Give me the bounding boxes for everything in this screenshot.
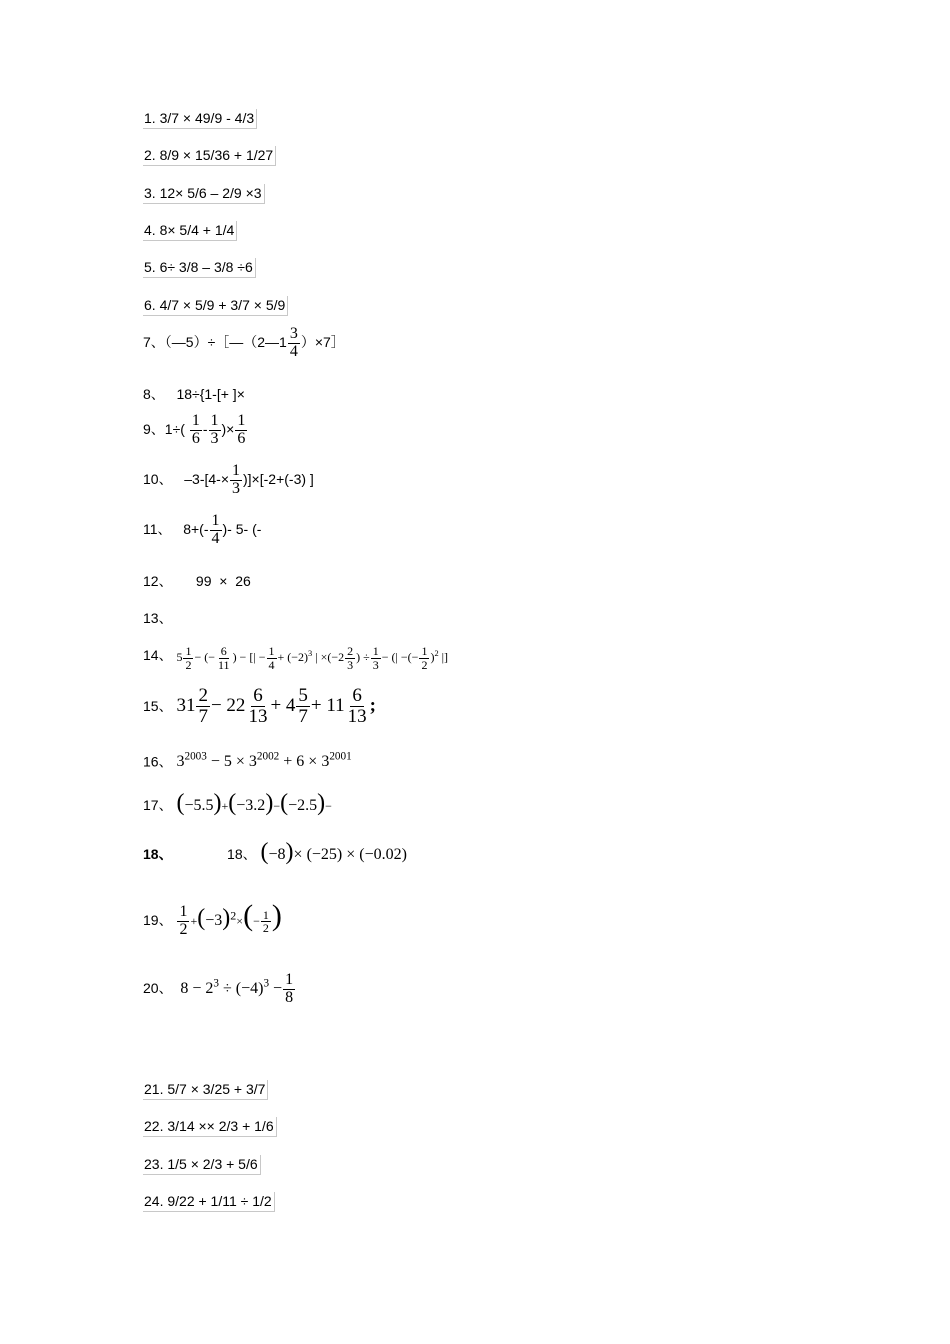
fraction: $\frac{2}{3}$ xyxy=(347,644,354,672)
fraction: $\frac{6}{13}$ xyxy=(248,685,268,727)
fraction: $\frac{1}{3}$ xyxy=(210,412,219,447)
problem-13: 13、 xyxy=(143,610,173,626)
problem-9: 9、1÷( $\frac{1}{6}$ - $\frac{1}{3}$ )× $\frac{1}{6}$ xyxy=(143,412,246,447)
problem-5: 5. 6÷ 3/8 – 3/8 ÷6 xyxy=(143,259,256,275)
fraction: $\frac{1}{4}$ xyxy=(268,644,275,672)
problem-21: 21. 5/7 × 3/25 + 3/7 xyxy=(143,1081,268,1097)
fraction: $\frac{1}{2}$ xyxy=(421,644,428,672)
problem-23: 23. 1/5 × 2/3 + 5/6 xyxy=(143,1156,261,1172)
problem-12: 12、 99 × 26 xyxy=(143,573,251,589)
expression-14: 5 $\frac{1}{2}$ − (− $\frac{6}{11}$ ) − [| − $\frac{1}{4}$ + $(-2)^3$ | ×(−2 $\frac{2}{3}$ ) ÷ $\frac{1}{3}$ − (| −(− $\frac{1}{2}$ )$^2$ |] xyxy=(176,644,449,672)
problem-15: 15、 31 $\frac{2}{7}$ − 22 $\frac{6}{13}$ + 4 $\frac{5}{7}$ + 11 $\frac{6}{13}$ ; xyxy=(143,685,376,727)
fraction: $\frac{1}{3}$ xyxy=(372,644,379,672)
fraction: $\frac{5}{7}$ xyxy=(298,685,308,727)
fraction: $\frac{1}{8}$ xyxy=(285,971,294,1006)
problem-16: 16、 $3^{2003} - 5 \times 3^{2002} + 6 \times 3^{2001}$ xyxy=(143,751,352,771)
problem-19: 19、 $\frac{1}{2}$ $+(-3)^2\times(-$ $\frac{1}{2}$ ) xyxy=(143,899,282,939)
fraction: $\frac{1}{6}$ xyxy=(237,412,246,447)
fraction: $\frac{1}{6}$ xyxy=(191,412,200,447)
problem-20: 20、 $8 - 2^3 \div (-4)^3$ − $\frac{1}{8}$ xyxy=(143,972,296,1007)
expression-19: $\frac{1}{2}$ $+(-3)^2\times(-$ $\frac{1}{2}$ ) xyxy=(179,899,282,939)
problem-4: 4. 8× 5/4 + 1/4 xyxy=(143,222,237,238)
fraction: $\frac{6}{11}$ xyxy=(218,644,230,672)
problem-7: 7、（—5）÷［—（2—1 $\frac{3}{4}$ ）×7］ xyxy=(143,325,345,360)
expression-15: 31 $\frac{2}{7}$ − 22 $\frac{6}{13}$ + 4 $\frac{5}{7}$ + 11 $\frac{6}{13}$ ; xyxy=(176,685,376,727)
problem-14: 14、 5 $\frac{1}{2}$ − (− $\frac{6}{11}$ ) − [| − $\frac{1}{4}$ + $(-2)^3$ | ×(−2 $\frac{2}{3}$ ) ÷ $\frac{1}{3}$ − (| −(− $\frac{1}{2}$ )$^2$ |] xyxy=(143,644,449,672)
fraction: $\frac{3}{4}$ xyxy=(289,325,298,360)
problem-22: 22. 3/14 ×× 2/3 + 1/6 xyxy=(143,1118,277,1134)
problem-6: 6. 4/7 × 5/9 + 3/7 × 5/9 xyxy=(143,297,288,313)
expression-17: (−5.5)+(−3.2)−(−2.5)− xyxy=(176,790,332,816)
fraction: $\frac{1}{2}$ xyxy=(179,903,188,939)
problem-24: 24. 9/22 + 1/11 ÷ 1/2 xyxy=(143,1193,275,1209)
fraction: $\frac{6}{13}$ xyxy=(347,685,367,727)
problem-11: 11、 8+(- $\frac{1}{4}$ )- 5- (- xyxy=(143,512,262,547)
problem-18: 18、 18、 (−8)× (−25) × (−0.02) xyxy=(143,839,407,865)
problem-8: 8、 18÷{1-[+ ]× xyxy=(143,386,245,402)
expression-20: $8 - 2^3 \div (-4)^3$ − $\frac{1}{8}$ xyxy=(180,971,294,1006)
fraction: $\frac{1}{2}$ xyxy=(185,644,192,672)
fraction: $\frac{1}{3}$ xyxy=(232,462,240,497)
fraction: $\frac{2}{7}$ xyxy=(198,685,208,727)
fraction: $\frac{1}{4}$ xyxy=(211,512,220,547)
problem-17: 17、 (−5.5)+(−3.2)−(−2.5)− xyxy=(143,790,332,816)
problem-3: 3. 12× 5/6 – 2/9 ×3 xyxy=(143,185,265,201)
expression-18: (−8)× (−25) × (−0.02) xyxy=(260,839,407,865)
expression-16: $3^{2003} - 5 \times 3^{2002} + 6 \times 3^{2001}$ xyxy=(176,751,352,771)
fraction: $\frac{1}{2}$ xyxy=(262,907,269,936)
problem-2: 2. 8/9 × 15/36 + 1/27 xyxy=(143,147,276,163)
problem-10: 10、 –3-[4-× $\frac{1}{3}$ )]×[-2+(-3) ] xyxy=(143,462,314,497)
problem-1: 1. 3/7 × 49/9 - 4/3 xyxy=(143,110,257,126)
